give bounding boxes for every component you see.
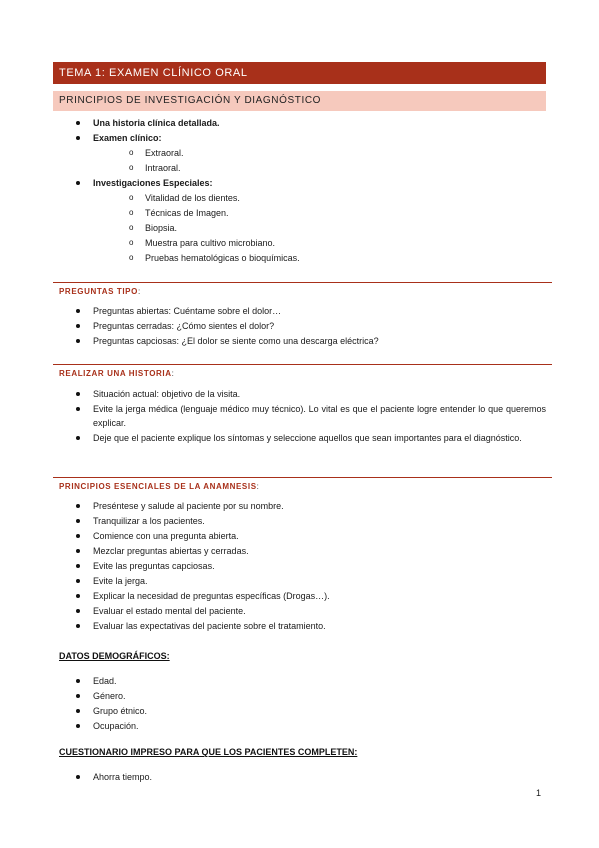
anamnesis-list [76, 499, 546, 634]
sub-list-item: o Muestra para cultivo microbiano. [93, 236, 546, 251]
list-item: Evaluar las expectativas del paciente sobre el tratamiento. [76, 619, 546, 634]
section-heading-cuestionario: CUESTIONARIO IMPRESO PARA QUE LOS PACIENTES COMPLETEN: [59, 747, 358, 757]
list-item: Una historia clínica detallada. [76, 116, 546, 131]
sub-list-item: o Pruebas hematológicas o bioquímicas. [93, 251, 546, 266]
section-subtitle: PRINCIPIOS DE INVESTIGACIÓN Y DIAGNÓSTICO [53, 91, 546, 111]
list-item: Evite la jerga. [76, 574, 546, 589]
list-item: Ahorra tiempo. [76, 770, 546, 785]
list-item: Tranquilizar a los pacientes. [76, 514, 546, 529]
list-item: Ocupación. [76, 719, 546, 734]
sub-list-item: o Extraoral. [93, 146, 546, 161]
list-item: Preguntas cerradas: ¿Cómo sientes el dolor? [76, 319, 546, 334]
list-item: Explicar la necesidad de preguntas específicas (Drogas…). [76, 589, 546, 604]
list-item: Preguntas capciosas: ¿El dolor se siente como una descarga eléctrica? [76, 334, 546, 349]
list-item: Grupo étnico. [76, 704, 546, 719]
cuestionario-list [76, 770, 546, 785]
list-item: Mezclar preguntas abiertas y cerradas. [76, 544, 546, 559]
datos-demograficos-list [76, 674, 546, 734]
principios-list [76, 116, 546, 266]
section-heading-preguntas-tipo: PREGUNTAS TIPO: [53, 282, 552, 300]
sub-list-item: o Técnicas de Imagen. [93, 206, 546, 221]
sub-list-item: o Biopsia. [93, 221, 546, 236]
page-number: 1 [536, 788, 542, 798]
list-item: Deje que el paciente explique los síntomas y seleccione aquellos que sean importantes para el diagnóstico. [76, 431, 546, 446]
section-heading-datos-demograficos: DATOS DEMOGRÁFICOS: [59, 651, 170, 661]
list-item: Investigaciones Especiales: o Vitalidad de los dientes. o Técnicas de Imagen. o Biopsia. o Muestra para cultivo microbiano. o Pruebas hematológicas o bioquímicas. [76, 176, 546, 266]
list-item: Evaluar el estado mental del paciente. [76, 604, 546, 619]
section-heading-anamnesis: PRINCIPIOS ESENCIALES DE LA ANAMNESIS: [53, 477, 552, 495]
list-item: Situación actual: objetivo de la visita. [76, 387, 546, 402]
list-item: Preguntas abiertas: Cuéntame sobre el dolor… [76, 304, 546, 319]
list-item: Edad. [76, 674, 546, 689]
list-item: Evite las preguntas capciosas. [76, 559, 546, 574]
page-title: TEMA 1: EXAMEN CLÍNICO ORAL [53, 62, 546, 84]
list-item: Preséntese y salude al paciente por su nombre. [76, 499, 546, 514]
sub-list-item: o Vitalidad de los dientes. [93, 191, 546, 206]
preguntas-tipo-list [76, 304, 546, 349]
list-item: Evite la jerga médica (lenguaje médico muy técnico). Lo vital es que el paciente logre entender lo que queremos explicar. [76, 402, 546, 431]
realizar-historia-list [76, 387, 546, 446]
list-item: Examen clínico: o Extraoral. o Intraoral. [76, 131, 546, 176]
list-item: Género. [76, 689, 546, 704]
sub-list-item: o Intraoral. [93, 161, 546, 176]
list-item: Comience con una pregunta abierta. [76, 529, 546, 544]
section-heading-realizar-historia: REALIZAR UNA HISTORIA: [53, 364, 552, 382]
